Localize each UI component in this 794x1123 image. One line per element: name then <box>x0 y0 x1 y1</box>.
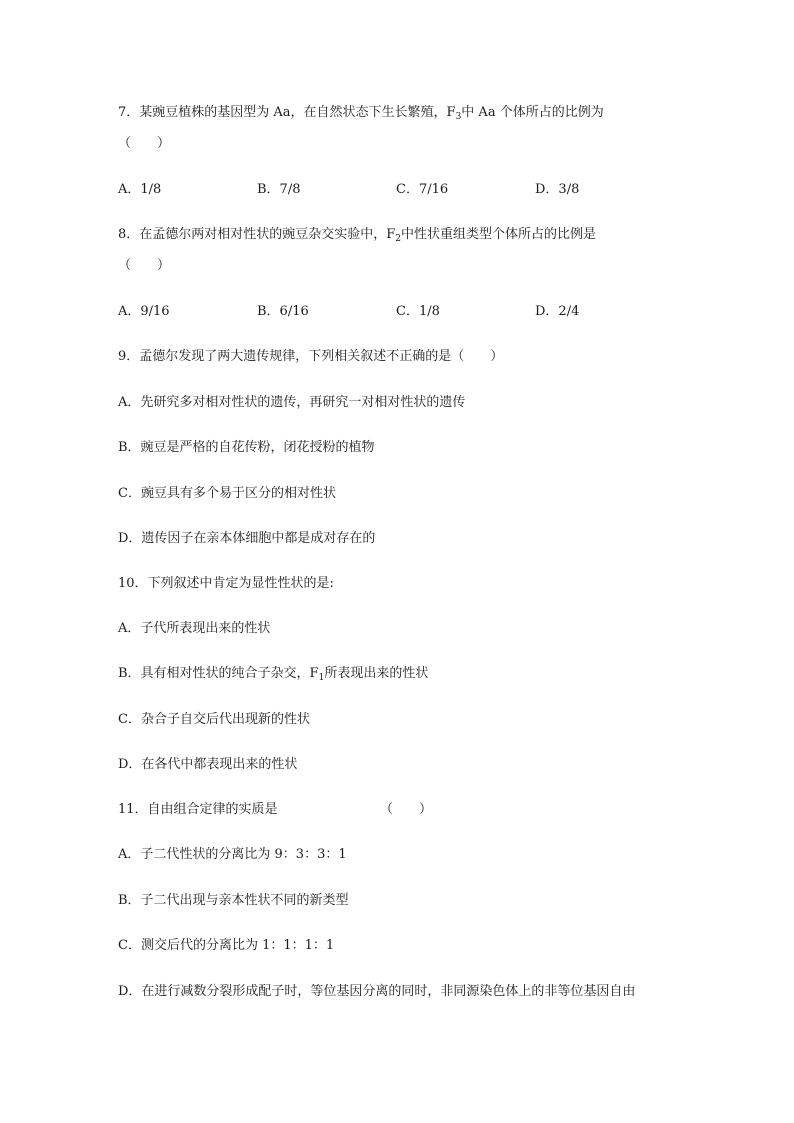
question-8-text-cont: 中性状重组类型个体所占的比例是 <box>401 227 597 242</box>
question-8-option-c: C．1/8 <box>396 304 440 319</box>
question-8-option-d: D．2/4 <box>535 304 580 319</box>
question-8-stem <box>118 227 597 244</box>
subscript: 1 <box>318 673 325 683</box>
question-9-option-a: A．先研究多对相对性状的遗传，再研究一对相对性状的遗传 <box>118 395 466 410</box>
question-10-option-a: A．子代所表现出来的性状 <box>118 621 271 636</box>
question-11-stem: 11．自由组合定律的实质是 <box>118 802 278 817</box>
question-10-option-d: D．在各代中都表现出来的性状 <box>118 757 298 772</box>
question-11-answer-paren: （ ） <box>380 802 433 817</box>
question-11-option-a: A．子二代性状的分离比为 9：3：3：1 <box>118 847 347 862</box>
question-9-option-b: B．豌豆是严格的自花传粉，闭花授粉的植物 <box>118 440 375 455</box>
question-8-option-b: B．6/16 <box>257 304 309 319</box>
question-7-option-d: D．3/8 <box>535 182 580 197</box>
question-7-option-b: B．7/8 <box>257 182 301 197</box>
question-8-option-a: A．9/16 <box>118 304 170 319</box>
question-7-option-c: C．7/16 <box>396 182 449 197</box>
question-7-answer-paren: （ ） <box>118 136 171 151</box>
question-10-option-c: C．杂合子自交后代出现新的性状 <box>118 712 310 727</box>
question-10-option-b-text-cont: 所表现出来的性状 <box>324 666 429 681</box>
question-11-option-d: D．在进行减数分裂形成配子时，等位基因分离的同时，非同源染色体上的非等位基因自由 <box>118 984 636 999</box>
question-9-option-c: C．豌豆具有多个易于区分的相对性状 <box>118 486 336 501</box>
question-11-option-c: C．测交后代的分离比为 1：1：1：1 <box>118 938 335 953</box>
question-9-option-d: D．遗传因子在亲本体细胞中都是成对存在的 <box>118 531 376 546</box>
question-7-stem <box>118 105 604 122</box>
question-7-text: 7．某豌豆植株的基因型为 Aa，在自然状态下生长繁殖，F <box>118 105 456 120</box>
question-7-text-cont: 中 Aa 个体所占的比例为 <box>461 105 604 120</box>
question-10-option-b <box>118 666 429 683</box>
subscript: 3 <box>455 112 462 122</box>
question-8-answer-paren: （ ） <box>118 258 171 273</box>
question-9-stem: 9．孟德尔发现了两大遗传规律，下列相关叙述不正确的是（ ） <box>118 349 504 364</box>
question-10-stem: 10．下列叙述中肯定为显性性状的是: <box>118 576 334 591</box>
subscript: 2 <box>395 234 402 244</box>
question-8-text: 8．在孟德尔两对相对性状的豌豆杂交实验中，F <box>118 227 396 242</box>
question-10-option-b-text: B．具有相对性状的纯合子杂交，F <box>118 666 319 681</box>
question-7-option-a: A．1/8 <box>118 182 162 197</box>
question-11-option-b: B．子二代出现与亲本性状不同的新类型 <box>118 893 349 908</box>
